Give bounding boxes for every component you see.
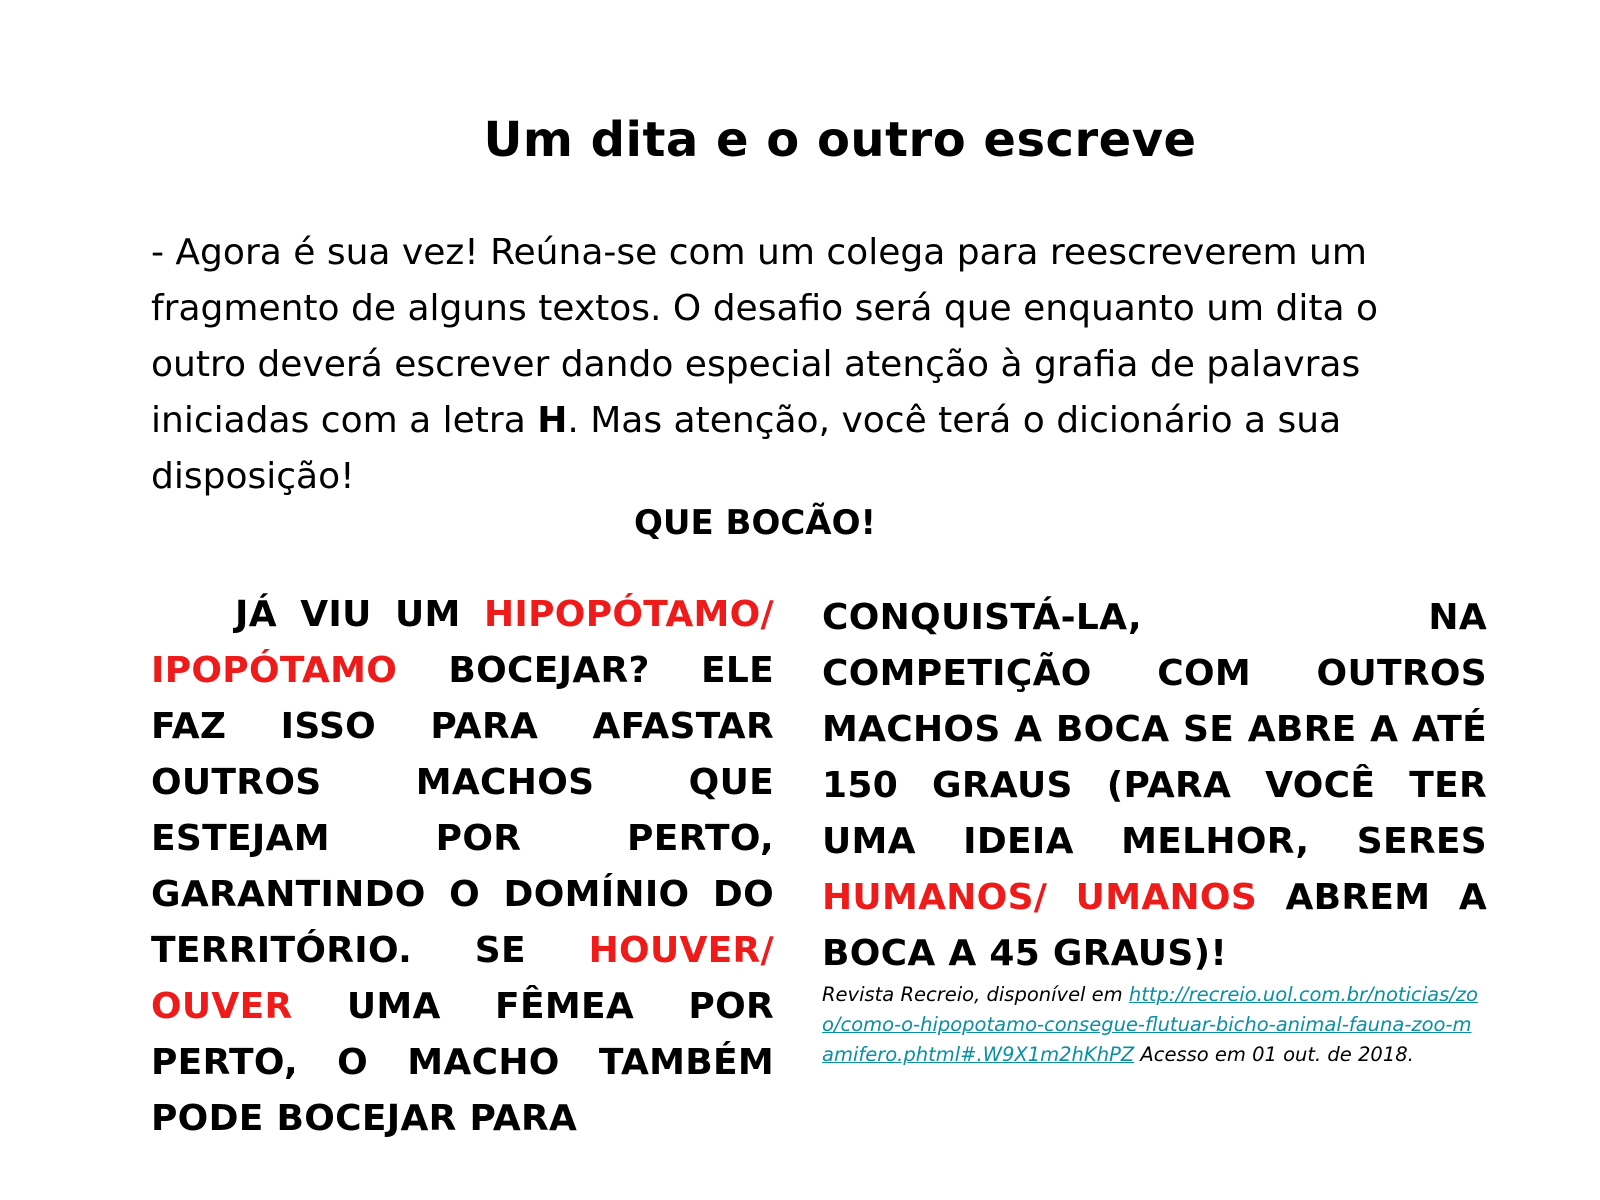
word-option-houver: HOUVER/ OUVER — [151, 930, 774, 1027]
word-option-hipopotamo: HIPOPÓTAMO/ IPOPÓTAMO — [151, 594, 774, 691]
text-title: QUE BOCÃO! — [633, 503, 877, 543]
left-text-3: UMA FÊMEA POR PERTO, O MACHO TAMBÉM PODE BOCEJAR PARA — [151, 986, 774, 1139]
instructions-text-start: - Agora é sua vez! Reúna-se com um colega para reescreverem um fragmento de alguns textos. O desafio será que enquanto um dita o outro deverá escrever dando especial atenção à grafia de palavras iniciadas com a letra — [151, 232, 1379, 441]
word-option-humanos: HUMANOS/ UMANOS — [822, 877, 1258, 918]
instructions-text-end: . Mas atenção, você terá o dicionário a sua disposição! — [151, 400, 1342, 497]
right-text-1: CONQUISTÁ-LA, NA COMPETIÇÃO COM OUTROS MACHOS A BOCA SE ABRE A ATÉ 150 GRAUS (PARA VOCÊ TER UMA IDEIA MELHOR, SERES — [822, 597, 1487, 862]
page-title: Um dita e o outro escreve — [483, 112, 1197, 168]
text-column-left — [151, 587, 774, 1147]
right-text-2: ABREM A BOCA A 45 GRAUS)! — [822, 877, 1488, 974]
instructions-paragraph — [151, 225, 1441, 505]
left-text-2: BOCEJAR? ELE FAZ ISSO PARA AFASTAR OUTROS MACHOS QUE ESTEJAM POR PERTO, GARANTINDO O DOMÍNIO DO TERRITÓRIO. SE — [151, 650, 774, 971]
source-citation — [822, 980, 1482, 1070]
citation-source: Revista Recreio, disponível em — [822, 983, 1129, 1006]
citation-access-date: Acesso em 01 out. de 2018. — [1134, 1043, 1414, 1066]
letter-h: H — [537, 400, 568, 441]
text-column-right — [822, 590, 1487, 982]
citation-link[interactable]: http://recreio.uol.com.br/noticias/zoo/como-o-hipopotamo-consegue-flutuar-bicho-animal-fauna-zoo-mamifero.phtml#.W9X1m2hKhPZ — [822, 983, 1478, 1066]
left-text-1: JÁ VIU UM — [235, 594, 484, 635]
